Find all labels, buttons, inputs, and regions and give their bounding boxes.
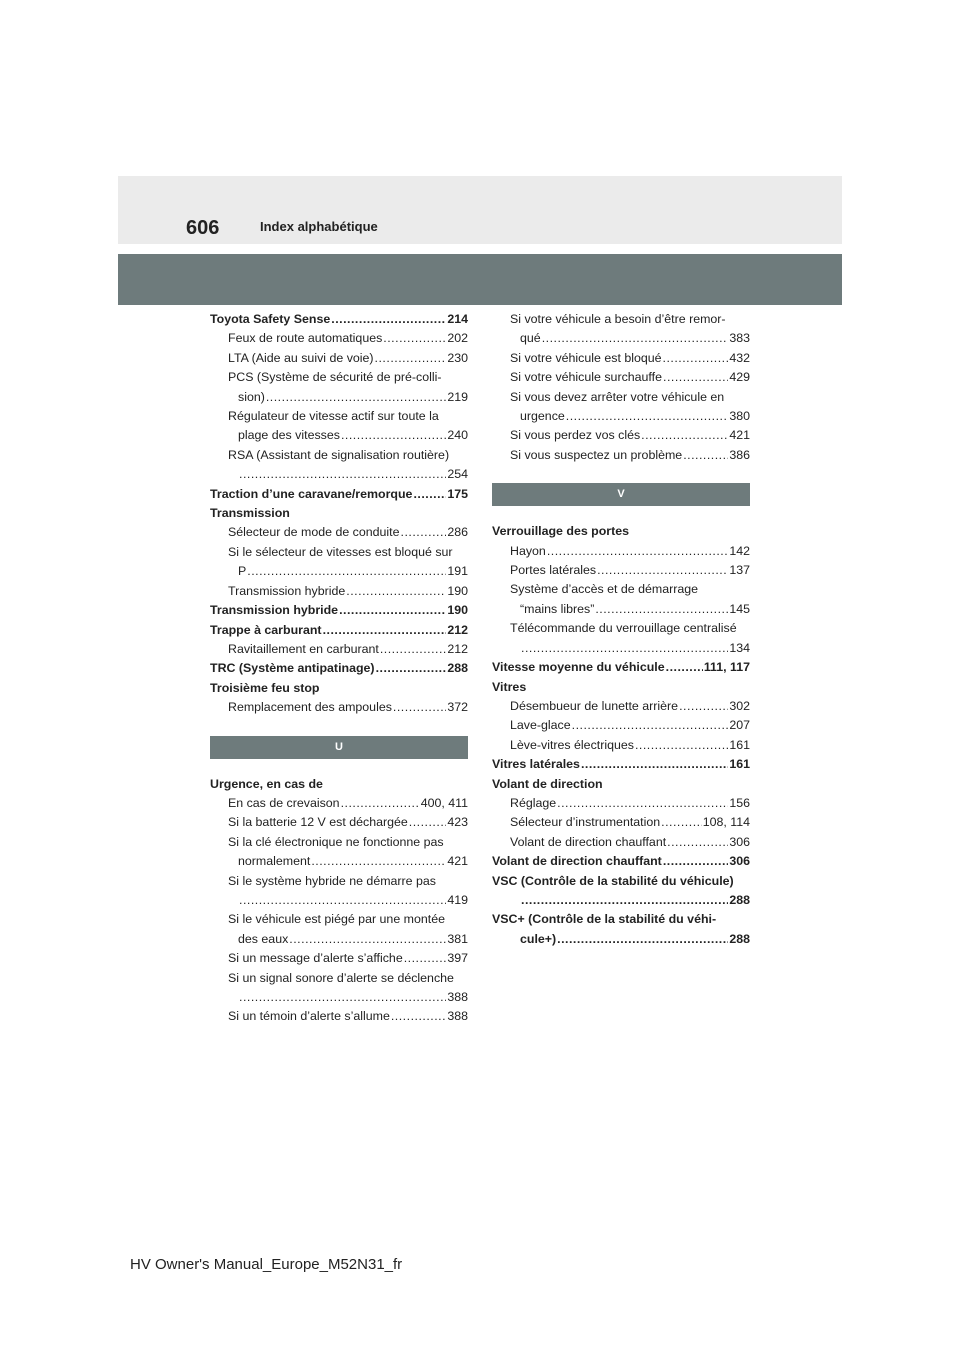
index-entry-label: normalement: [238, 854, 311, 869]
index-entry: [492, 542, 750, 561]
index-entry-text: Si le sélecteur de vitesses est bloqué sur: [228, 544, 453, 559]
index-letter-header: V: [492, 483, 750, 506]
index-entry: [492, 736, 750, 755]
index-entry-text: Si votre véhicule a besoin d’être remor-: [510, 312, 726, 326]
index-entry-label: Lave-glace: [510, 718, 571, 733]
dot-leader: [239, 465, 446, 484]
index-entry-page: 137: [729, 563, 750, 578]
footer-text: HV Owner's Manual_Europe_M52N31_fr: [130, 1256, 403, 1273]
index-entry-text: Urgence, en cas de: [210, 776, 323, 791]
index-entry-label: Si vous suspectez un problème: [510, 447, 683, 462]
dot-leader: [557, 794, 728, 813]
index-entry-label: sion): [238, 389, 265, 404]
index-entry-text: Si la clé électronique ne fonctionne pas: [228, 834, 444, 849]
index-entry-label: Remplacement des ampoules: [228, 700, 392, 715]
index-entry-page: 108, 114: [702, 815, 750, 830]
index-entry-page: 212: [447, 641, 468, 656]
index-entry: [210, 485, 468, 504]
index-entry-page: 190: [447, 603, 468, 618]
index-entry: [210, 852, 468, 871]
dot-leader: [547, 542, 728, 561]
index-entry-page: 111, 117: [703, 660, 750, 675]
index-entry-label: des eaux: [238, 931, 289, 946]
index-entry-page: 400, 411: [420, 795, 468, 810]
index-entry-label: qué: [520, 331, 541, 346]
index-entry: [210, 794, 468, 813]
index-entry: [492, 561, 750, 580]
index-entry-page: 145: [729, 601, 750, 616]
index-entry: [492, 426, 750, 445]
index-entry: [210, 1007, 468, 1026]
index-entry-page: 240: [447, 428, 468, 443]
index-entry: [492, 407, 750, 426]
dot-leader: [323, 621, 447, 640]
index-entry: [492, 716, 750, 735]
index-entry-page: 432: [729, 350, 750, 365]
dot-leader: [404, 949, 447, 968]
dot-leader: [266, 388, 446, 407]
index-entry-page: 423: [447, 815, 468, 830]
index-entry-text: Système d’accès et de démarrage: [510, 582, 699, 597]
index-entry-page: 421: [447, 854, 468, 869]
index-entry-page: 175: [447, 486, 468, 501]
index-entry-label: Désembueur de lunette arrière: [510, 698, 679, 713]
index-entry-page: 190: [447, 583, 468, 598]
index-entry-label: Si vous perdez vos clés: [510, 428, 641, 443]
dot-leader: [666, 658, 703, 677]
index-entry-label: Volant de direction chauffant: [510, 834, 667, 849]
index-entry-label: Si votre véhicule surchauffe: [510, 370, 662, 385]
index-entry-label: Sélecteur de mode de conduite: [228, 525, 400, 540]
index-entry-page: 380: [729, 409, 750, 424]
index-entry-text: Régulateur de vitesse actif sur toute la: [228, 409, 439, 424]
index-entry-page: 134: [729, 640, 750, 655]
index-entry-text: PCS (Système de sécurité de pré-colli-: [228, 370, 442, 385]
index-entry-text: VSC+ (Contrôle de la stabilité du véhi-: [492, 912, 717, 927]
index-entry-page: 397: [447, 951, 468, 966]
index-entry-label: Vitesse moyenne du véhicule: [492, 660, 665, 675]
dot-leader: [413, 485, 446, 504]
index-entry-label: Volant de direction chauffant: [492, 854, 662, 869]
index-entry-page: 381: [447, 931, 468, 946]
dot-leader: [572, 716, 729, 735]
index-entry-page: 202: [447, 331, 468, 346]
index-entry-label: Portes latérales: [510, 563, 597, 578]
index-entry-text: Si un signal sonore d’alerte se déclenche: [228, 970, 454, 985]
index-entry-text: Volant de direction: [492, 776, 603, 791]
index-entry: [492, 639, 750, 658]
index-entry: [210, 891, 468, 910]
dot-leader: [341, 426, 446, 445]
index-entry-page: 306: [729, 834, 750, 849]
index-entry-text: Troisième feu stop: [210, 680, 320, 695]
index-entry: [492, 930, 750, 949]
index-entry: [492, 349, 750, 368]
dot-leader: [383, 329, 446, 348]
index-entry: [492, 446, 750, 465]
dot-leader: [667, 833, 728, 852]
index-entry-page: 212: [447, 622, 468, 637]
index-entry-page: 156: [729, 795, 750, 810]
index-entry-label: Réglage: [510, 795, 557, 810]
index-entry-label: Transmission hybride: [210, 603, 339, 618]
dot-leader: [581, 755, 728, 774]
dot-leader: [339, 601, 446, 620]
index-entry-page: 142: [729, 543, 750, 558]
header-band: [118, 176, 842, 244]
index-entry-page: 388: [447, 990, 468, 1004]
dot-leader: [542, 329, 729, 348]
index-entry: [210, 640, 468, 659]
index-entry-page: 161: [729, 757, 750, 772]
section-banner: [118, 254, 842, 305]
index-entry: [492, 600, 750, 619]
index-entry-text: Télécommande du verrouillage centralisé: [510, 621, 737, 636]
dot-leader: [393, 698, 446, 717]
index-entry-label: cule+): [520, 931, 557, 946]
dot-leader: [663, 349, 729, 368]
index-entry: [492, 833, 750, 852]
index-entry-page: 429: [729, 370, 750, 385]
index-entry-page: 419: [447, 892, 468, 907]
dot-leader: [595, 600, 728, 619]
index-entry-text: Vitres: [492, 679, 527, 694]
index-entry-label: En cas de crevaison: [228, 795, 340, 810]
index-entry: [492, 852, 750, 871]
dot-leader: [376, 659, 447, 678]
dot-leader: [409, 813, 447, 832]
index-entry-label: “mains libres”: [520, 601, 595, 616]
index-entry: [210, 388, 468, 407]
index-entry: [492, 368, 750, 387]
index-entry-page: 254: [447, 467, 468, 482]
section-title: Index alphabétique: [260, 219, 378, 234]
index-entry: [210, 310, 468, 329]
dot-leader: [239, 891, 446, 910]
dot-leader: [391, 1007, 446, 1026]
index-entry: [210, 659, 468, 678]
index-entry: [210, 988, 468, 1007]
index-entry-page: 288: [729, 892, 750, 907]
index-entry: [210, 582, 468, 601]
index-entry-page: 302: [729, 698, 750, 713]
index-column-left: [210, 310, 468, 1027]
index-entry: [492, 813, 750, 832]
index-entry-label: LTA (Aide au suivi de voie): [228, 350, 374, 365]
index-entry: [210, 601, 468, 620]
index-letter-header: U: [210, 736, 468, 759]
index-entry-text: Si vous devez arrêter votre véhicule en: [510, 389, 725, 404]
index-entry-page: 286: [447, 525, 468, 540]
index-entry-label: Trappe à carburant: [210, 622, 322, 637]
index-entry: [210, 698, 468, 717]
index-entry: [492, 329, 750, 348]
index-entry-label: urgence: [520, 409, 565, 424]
dot-leader: [597, 561, 728, 580]
dot-leader: [311, 852, 446, 871]
index-entry-page: 161: [729, 737, 750, 752]
index-entry: [492, 658, 750, 677]
index-entry-page: 219: [447, 389, 468, 404]
index-entry-label: Si votre véhicule est bloqué: [510, 350, 662, 365]
index-entry-label: Ravitaillement en carburant: [228, 641, 379, 656]
index-entry-text: Transmission: [210, 506, 290, 521]
index-entry-label: Si un message d’alerte s’affiche: [228, 951, 403, 966]
dot-leader: [566, 407, 729, 426]
index-entry-page: 288: [729, 931, 750, 946]
index-entry: [210, 562, 468, 581]
index-entry-page: 388: [447, 1009, 468, 1024]
index-entry-label: P: [238, 564, 247, 579]
index-entry: [492, 755, 750, 774]
dot-leader: [683, 446, 728, 465]
index-entry-page: 372: [447, 700, 468, 715]
index-entry-text: VSC (Contrôle de la stabilité du véhicule): [492, 873, 734, 888]
dot-leader: [380, 640, 446, 659]
dot-leader: [521, 891, 728, 910]
index-entry-label: Hayon: [510, 543, 546, 558]
dot-leader: [521, 639, 728, 658]
index-entry-label: TRC (Système antipatinage): [210, 661, 375, 676]
index-entry-page: 191: [447, 564, 468, 579]
index-entry-label: Feux de route automatiques: [228, 331, 383, 346]
index-entry: [492, 891, 750, 910]
index-entry: [210, 813, 468, 832]
index-entry-label: Toyota Safety Sense: [210, 312, 331, 326]
index-entry-text: Si le système hybride ne démarre pas: [228, 873, 436, 888]
index-entry-page: 386: [729, 447, 750, 462]
index-entry-label: Vitres latérales: [492, 757, 580, 772]
index-column-right: [492, 310, 750, 949]
dot-leader: [239, 988, 446, 1007]
index-entry: [210, 523, 468, 542]
index-entry: [492, 794, 750, 813]
index-entry: [210, 621, 468, 640]
index-entry: [210, 349, 468, 368]
index-entry-page: 288: [447, 661, 468, 676]
dot-leader: [346, 582, 446, 601]
dot-leader: [331, 310, 446, 329]
index-entry-label: Si la batterie 12 V est déchargée: [228, 815, 408, 830]
index-entry-page: 383: [729, 331, 750, 346]
index-entry-label: Lève-vitres électriques: [510, 737, 634, 752]
index-entry-page: 421: [729, 428, 750, 443]
index-entry-label: plage des vitesses: [238, 428, 340, 443]
dot-leader: [661, 813, 702, 832]
index-entry-text: Verrouillage des portes: [492, 524, 630, 539]
dot-leader: [641, 426, 728, 445]
index-entry-label: Transmission hybride: [228, 583, 346, 598]
index-entry: [210, 426, 468, 445]
dot-leader: [375, 349, 447, 368]
index-entry-label: Si un témoin d’alerte s’allume: [228, 1009, 390, 1024]
index-entry-page: 214: [447, 312, 468, 326]
dot-leader: [663, 368, 728, 387]
dot-leader: [247, 562, 446, 581]
index-entry-page: 230: [447, 350, 468, 365]
index-entry-label: Traction d’une caravane/remorque: [210, 486, 413, 501]
index-entry: [492, 697, 750, 716]
index-entry-label: Sélecteur d’instrumentation: [510, 815, 661, 830]
index-entry: [210, 465, 468, 484]
dot-leader: [663, 852, 729, 871]
dot-leader: [679, 697, 728, 716]
dot-leader: [557, 930, 728, 949]
index-entry-page: 207: [729, 718, 750, 733]
dot-leader: [635, 736, 728, 755]
dot-leader: [401, 523, 447, 542]
index-entry: [210, 930, 468, 949]
dot-leader: [341, 794, 420, 813]
index-entry-page: 306: [729, 854, 750, 869]
dot-leader: [289, 930, 446, 949]
index-entry: [210, 329, 468, 348]
index-entry-text: Si le véhicule est piégé par une montée: [228, 912, 445, 927]
index-entry: [210, 949, 468, 968]
index-entry-text: RSA (Assistant de signalisation routière): [228, 447, 450, 462]
page-number: 606: [186, 217, 220, 239]
